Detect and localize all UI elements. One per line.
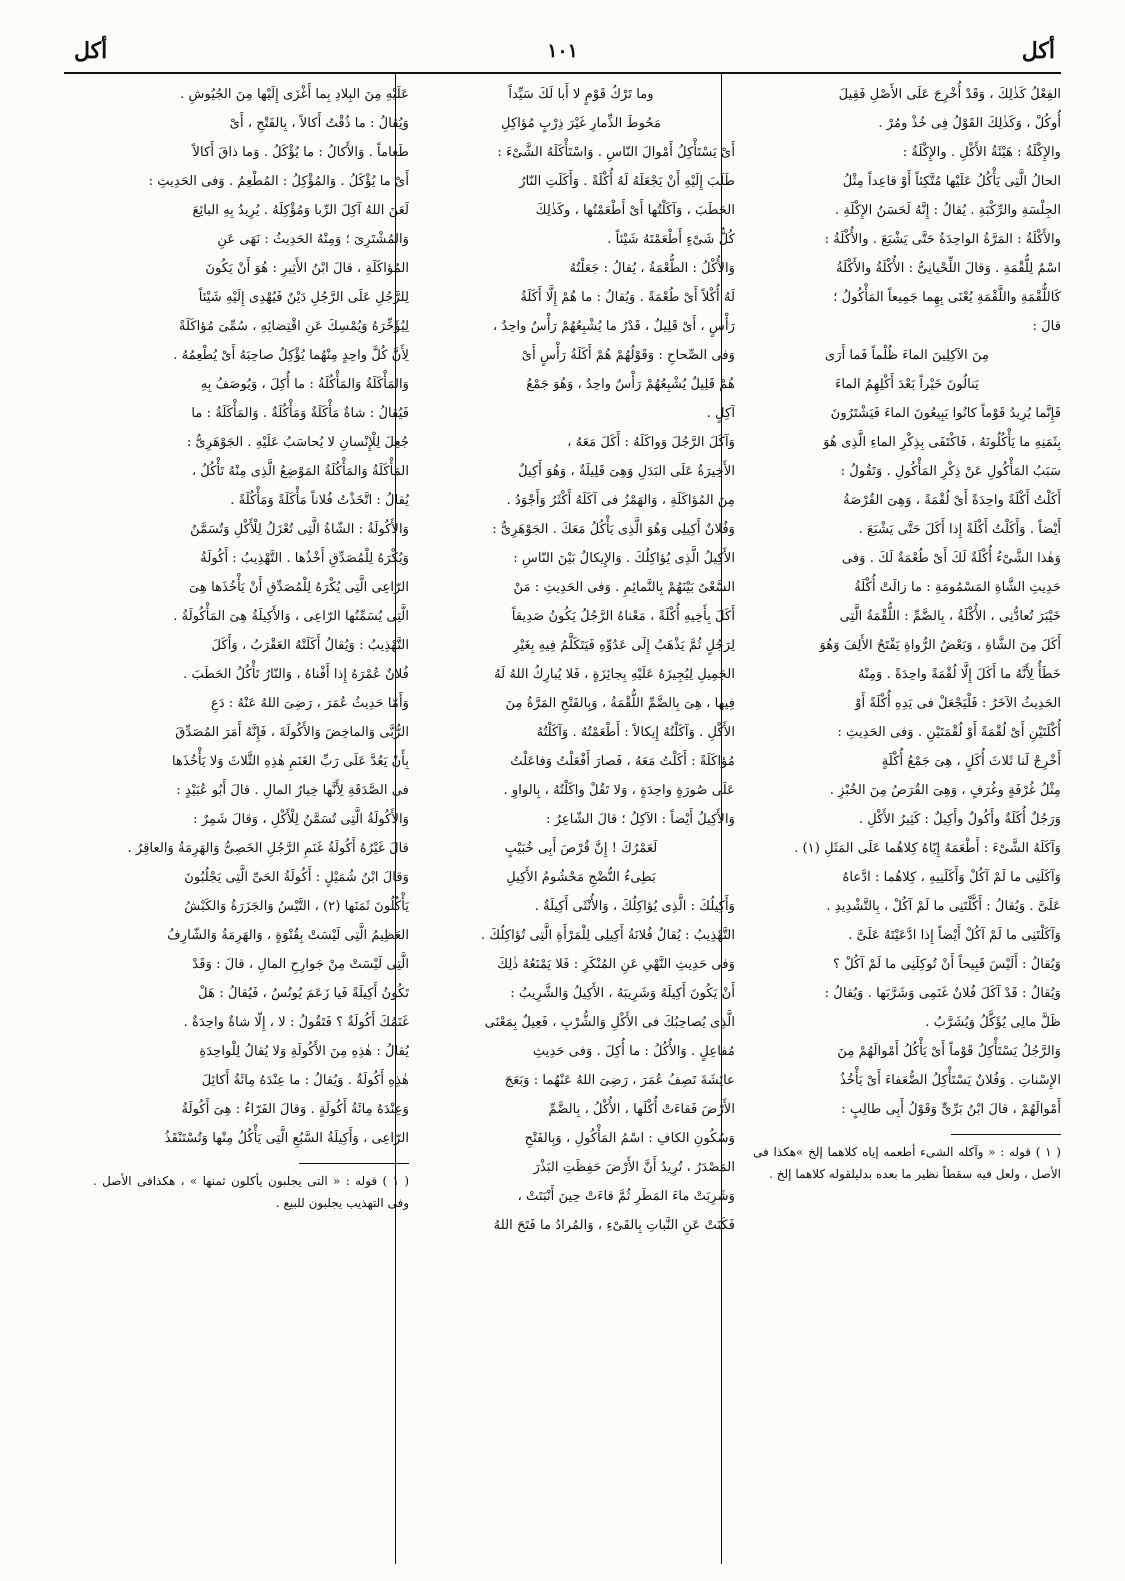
text-line: وَالأُكْلُ : الطُّعْمَةُ ، يُقالُ : جَعَلْتُهُ — [569, 261, 735, 276]
text-line: لِيُؤَخِّرَهُ وَيُمْسِكَ عَنِ اقْتِضائِهِ ، سُمِّىَ مُؤاكَلَةً — [178, 319, 409, 334]
text-line: الحالُ الَّتِى يَأْكُلُ عَلَيْها مُتَّكِئاً أَوْ قاعِداً مِثْلُ — [842, 174, 1061, 189]
text-line: وَالأَكُولَةُ : الشّاةُ الَّتِى تُعْزَلُ لِلْأَكْلِ وَتُسَمَّنُ — [190, 522, 409, 537]
text-line: يَنالُونَ خَيْراً بَعْدَ أَكْلِهِمُ الماءَ — [835, 377, 979, 392]
text-line: وَآكَلَ الرَّجُلَ وَواكَلَهُ : أَكَلَ مَعَهُ ، — [567, 435, 735, 450]
text-line: الفِعْلُ كَذٰلِكَ ، وَقَدْ أُخْرِجَ عَلَى الأَصْلِ فَقِيلَ — [838, 87, 1061, 102]
text-line: المَأْكَلَةُ وَالمَأْكُلَةُ المَوْضِعُ الَّذِى مِنْهُ تَأْكُلُ ، — [191, 464, 409, 479]
text-line: الحَطَبَ ، وَآكَلْتُها أَىْ أَطْعَمْتُها ، وكَذٰلِكَ — [535, 203, 735, 218]
text-line: لَعَنَ اللهُ آكِلَ الرِّبا وَمُؤْكِلَهُ . يُرِيدُ بِهِ البائِعَ — [192, 203, 409, 218]
text-line: وَعِنْدَهُ مِائَةُ أَكُولَةٍ . وَقالَ الفَرّاءُ : هِىَ أَكُولَةُ — [181, 1102, 409, 1117]
text-line: الأَكِيلُ الَّذِى يُؤاكِلُكَ . وَالإِيكالُ بَيْنَ النّاسِ : — [513, 551, 735, 566]
column-body — [753, 80, 1061, 1124]
text-line: فَكَنَتْ عَنِ النَّباتِ بِالقَىْءِ ، وَالمُرادُ ما فَتَحَ اللهُ — [493, 1218, 735, 1233]
header-entry-word-left: أكل — [74, 38, 108, 64]
text-line: الرُّبَّى وَالماخِضَ وَالأَكُولَةَ ، فَإِنَّهُ أَمَرَ المُصَدِّقَ — [175, 725, 409, 740]
text-line: لِأَنَّ كُلَّ واحِدٍ مِنْهُما يُؤْكِلُ صاحِبَهُ أَىْ يُطْعِمُهُ . — [173, 348, 409, 363]
text-line: أَيْضاً . وَأَكَلْتُ أَكْلَةً إِذا أَكَلَ حَتَّى يَشْبَعَ . — [858, 522, 1061, 537]
text-line: والإِكْلَةُ : هَيْئَةُ الأَكْلِ . والإِكْلَةُ : — [902, 145, 1061, 160]
text-line: هُمْ قَلِيلٌ يُشْبِعُهُمْ رَأْسٌ واحِدٌ ، وَهُوَ جَمْعُ — [526, 377, 735, 392]
footnote — [93, 1170, 409, 1214]
text-line: وَالمُشْتَرِىَ ؛ وَمِنْهُ الحَدِيثُ : نَهَى عَنِ — [217, 232, 409, 247]
text-line: أَكَلْتُ أَكْلَةً واحِدَةً أَىْ لُقْمَةً ، وَهِىَ القُرْصَةُ — [843, 493, 1061, 508]
text-line: الجِلْسَةِ والرِّكْبَةِ . يُقالُ : إِنَّهُ لَحَسَنُ الإِكْلَةِ . — [835, 203, 1061, 218]
text-line: عَلَى صُورَةٍ واحِدَةٍ ، وَلا تَقُلْ واكَلْتُهُ ، بِالواوِ . — [503, 783, 735, 798]
column-body — [93, 80, 409, 1153]
text-line: وَآكَلَهُ الشَّىْءَ : أَطْعَمَهُ إِيّاهُ كِلاهُما عَلَى المَثَلِ (١) . — [794, 841, 1061, 856]
text-line: وَأَمّا حَدِيثُ عُمَرَ ، رَضِىَ اللهُ عَنْهُ : دَعِ — [210, 696, 409, 711]
text-line: الَّتِى لَيْسَتْ مِنْ جَوارِحِ المالِ ، قالَ : وَقَدْ — [192, 957, 409, 972]
text-line: الأَخِيرَةُ عَلَى البَدَلِ وَهِىَ قَلِيلَةٌ ، وَهُوَ أَكِيلٌ — [518, 464, 735, 479]
text-line: فَإِنَّما يُرِيدُ قَوْماً كانُوا يَبِيعُونَ الماءَ فَيَشْتَرُونَ — [830, 406, 1061, 421]
text-line: كُلُّ شَىْءٍ أَطْعَمْتَهُ شَيْئاً . — [607, 232, 735, 247]
text-line: أَكَلَ بِأَخِيهِ أُكْلَةً ، مَعْناهُ الرَّجُلُ يَكُونُ صَدِيقاً — [511, 609, 735, 624]
text-line: وَيُقالُ : أَلَيْسَ قَبِيحاً أَنْ تُوكِلَنِى ما لَمْ آكُلْ ؟ — [833, 957, 1061, 972]
text-line: وَفُلانٌ أَكِيلِى وَهُوَ الَّذِى يَأْكُلُ مَعَكَ . الجَوْهَرِىُّ : — [492, 522, 735, 537]
text-line: أَىْ يَسْتَأْكِلُ أَمْوالَ النّاسِ . وَاسْتَأْكَلَهُ الشَّىْءَ : — [497, 145, 735, 160]
text-line: مِثْلُ غُرْفَةٍ وغُرَفٍ ، وَهِىَ القُرَصُ مِنَ الخُبْزِ . — [829, 783, 1061, 798]
text-line: سَبَبُ المَأْكُولِ عَنْ ذِكْرِ المَأْكُولِ . وَتَقُولُ : — [840, 464, 1061, 479]
text-line: وَسُكُونِ الكافِ : اسْمُ المَأْكُولِ ، وَبِالفَتْحِ — [524, 1131, 735, 1146]
text-line: وَشَرِبَتْ ماءَ المَطَرِ ثُمَّ قاءَتْ حِينَ أَنْبَتَتْ ، — [517, 1189, 735, 1204]
text-line: فُلانٌ عُمْرَهُ إِذا أَفْناهُ ، وَالنّارُ تَأْكُلُ الحَطَبَ . — [183, 667, 409, 682]
text-line: ( ١ ) قوله : « التى يجلبون يأكلون ثمنها » ، هكذا — [152, 1174, 409, 1188]
text-line: يُقالُ : هٰذِهِ مِنَ الأَكُولَةِ وَلا يُقالُ لِلْواحِدَةِ — [199, 1044, 409, 1059]
text-line: بِأَنْ يَعُدَّ عَلَى رَبِّ الغَنَمِ هٰذِهِ الثَّلاثَ وَلا يَأْخُذَها — [171, 754, 409, 769]
text-line: لَهُ أُكْلاً أَىْ طُعْمَةً . وَيُقالُ : ما هُمْ إِلَّا أَكَلَةُ — [520, 290, 735, 305]
text-line: وَآكَلْتَنِى ما لَمْ آكُلْ أَيْضاً إِذا ادَّعَيْتَهُ عَلَىَّ . — [848, 928, 1061, 943]
page-number: ١٠١ — [547, 40, 578, 62]
text-line: غَنَمُكَ أَكُولَةٌ ؟ فَتَقُولُ : لا ، إِلّا شاةٌ واحِدَةٌ . — [183, 1015, 409, 1030]
column-body — [427, 80, 735, 1240]
text-line: رَأْسٍ ، أَىْ قَلِيلٌ ، قَدْرُ ما يُشْبِعُهُمْ رَأْسٌ واحِدٌ ، — [493, 319, 735, 334]
text-line: وَالأَكِيلُ أَيْضاً : الآكِلُ ؛ قالَ الشّاعِرُ : — [546, 812, 735, 827]
text-line: المَصْدَرُ ، تُرِيدُ أَنَّ الأَرْضَ حَفِظَتِ البَذْرَ — [533, 1160, 735, 1175]
text-line: حَدِيثِ الشَّاةِ المَسْمُومَةِ : ما زالَتْ أُكْلَةُ — [854, 580, 1061, 595]
text-line: الأَكْلِ . وَآكَلْتُهُ إِيكالاً : أَطْعَمْتُهُ . وَآكَلْتُهُ — [536, 725, 735, 740]
text-line: مِنَ المُؤاكَلَةِ ، وَالهَمْزُ فى آكَلَهُ أَكْثَرُ وَأَجْوَدُ . — [506, 493, 735, 508]
text-line: السَّعْىُ بَيْنَهُمْ بِالنَّمائِمِ . وَفى الحَدِيثِ : مَنْ — [513, 580, 735, 595]
text-line: الَّتِى يُسَمِّنُها الرّاعِى ، وَالأَكِيلَةُ هِىَ المَأْكُولَةُ . — [173, 609, 409, 624]
text-column-right — [753, 80, 1061, 1560]
text-line: الأَرْضَ فَقاءَتْ أُكْلَها ، الأُكْلُ ، بِالضَّمِّ — [548, 1102, 735, 1117]
text-line: خَيْبَرَ تُعادُّنِى ، الأُكْلَةُ ، بِالضَّمِّ : اللُّقْمَةُ الَّتِى — [839, 609, 1061, 624]
text-line: أَمْوالَهُمْ ، قالَ ابْنُ بَرِّىٍّ وَقَوْلُ أَبِى طالِبٍ : — [841, 1102, 1061, 1117]
text-line: وَالأَكُولَةُ الَّتِى تُسَمَّنُ لِلْأَكْلِ ، وَقالَ شَمِرٌ : — [193, 812, 409, 827]
text-line: مُفاعِلٍ . وَالأُكُلُ : ما أُكِلَ . وَفى حَدِيثِ — [532, 1044, 735, 1059]
text-line: والأَكْلَةُ : المَرَّةُ الواحِدَةُ حَتَّى يَشْبَعَ . والأُكْلَةُ : — [824, 232, 1061, 247]
text-line: وَأَكِيلُكَ : الَّذِى يُؤاكِلُكَ ، وَالأُنْثَى أَكِيلَةٌ . — [534, 899, 735, 914]
text-line: وَيُكْرَهُ لِلْمُصَدِّقِ أَخْذُها . التَّهْذِيبُ : أَكُولَةُ — [200, 551, 409, 566]
text-line: وَرَجُلٌ أُكَلَةٌ وأَكُولٌ وأَكِيلٌ : كَثِيرُ الأَكْلِ . — [858, 812, 1061, 827]
text-line: فى الصَّدَقَةِ لِأَنَّها خِيارُ المالِ . قالَ أَبُو عُبَيْدٍ : — [176, 783, 409, 798]
text-line: بِثَمَنِهِ ما يَأْكُلُونَهُ ، فَاكْتَفَى بِذِكْرِ الماءِ الَّذِى هُوَ — [823, 435, 1061, 450]
text-line: وَالمَأْكَلَةُ وَالمَأْكُلَةُ : ما أُكِلَ ، وَيُوصَفُ بِهِ — [200, 377, 409, 392]
footnote-rule — [951, 1134, 1061, 1135]
text-column-left — [93, 80, 409, 1560]
text-line: اسْمٌ لِلُّقْمَةِ . وَقالَ اللِّحْيانِىُّ : الأُكْلَةُ والأَكْلَةُ — [836, 261, 1061, 276]
text-line: وَفى حَدِيثِ النَّهْىِ عَنِ المُنْكَرِ : فَلا يَمْنَعُهُ ذٰلِكَ — [497, 957, 735, 972]
running-header — [64, 38, 1061, 70]
text-line: يَأْكُلُونَ ثَمَنَها (٢) ، التَّيْسُ وَالجَزَرَةُ وَالكَبْشُ — [184, 899, 409, 914]
text-line: طَعاماً . وَالأَكالُ : ما يُؤْكَلُ . وَما ذاقَ أَكالاً — [192, 145, 409, 160]
text-line: فِيها ، هِىَ بِالضَّمِّ اللُّقْمَةُ ، وَبِالفَتْحِ المَرَّةُ مِنَ — [505, 696, 735, 711]
text-line: الرّاعِى الَّتِى يُكْرَهُ لِلْمُصَدِّقِ أَنْ يَأْخُذَها هِىَ — [188, 580, 409, 595]
text-line: المُؤاكَلَةِ ، قالَ ابْنُ الأَثِيرِ : هُوَ أَنْ يَكُونَ — [205, 261, 409, 276]
text-line: ( ١ ) قوله : « وآكله الشىء أطعمه إياه كلاهما إلخ » — [796, 1145, 1061, 1159]
text-line: أَنْ يَكُونَ أَكِيلَهُ وَشَرِيبَهُ ، الأَكِيلُ وَالشَّرِيبُ : — [510, 986, 735, 1001]
text-line: لِلرَّجُلِ عَلَى الرَّجُلِ دَيْنٌ فَيُهْدِى إِلَيْهِ شَيْئاً — [198, 290, 409, 305]
text-line: بَطِىءُ النُّضْجِ مَحْشُومُ الأَكِيلِ — [506, 870, 656, 885]
text-column-middle — [427, 80, 735, 1560]
text-line: وَفى الصِّحاحِ : وَقَوْلُهُمْ هُمْ أَكَلَةُ رَأْسٍ أَىْ — [521, 348, 735, 363]
text-line: لَعَمْرُكَ ! إِنَّ قُرْصَ أَبِى خُبَيْبٍ — [504, 841, 658, 856]
text-line: وَالرَّجُلُ يَسْتَأْكِلُ قَوْماً أَىْ يَأْكُلُ أَمْوالَهُمْ مِنَ — [837, 1044, 1061, 1059]
text-line: هٰذِهِ أَكُولَةٌ . وَيُقالُ : ما عِنْدَهُ مِائَةُ أَكائِلَ — [201, 1073, 409, 1088]
text-line: فَيُقالُ : شاةٌ مَأْكَلَةٌ وَمَأْكُلَةٌ . وَالمَأْكَلَةُ : ما — [191, 406, 409, 421]
text-line: قوله كلاهما إلخ . — [769, 1167, 852, 1181]
text-line: الحَدِيثُ الآخَرُ : فَلْيَجْعَلْ فى يَدِهِ أُكْلَةً أَوْ — [855, 696, 1061, 711]
text-line: مِنَ الآكِلِينَ الماءَ ظُلْماً فَما أَرَى — [824, 348, 990, 363]
text-line: الإِسْناتِ . وَفُلانٌ يَسْتَأْكِلُ الضُّعَفاءَ أَىْ يَأْخُذُ — [839, 1073, 1061, 1088]
text-line: التَّهْذِيبُ : يُقالُ فُلانَةُ أَكِيلِى لِلْمَرْأَةِ الَّتِى تُؤاكِلُكَ . — [480, 928, 735, 943]
text-line: الَّذِى يُصاحِبُكَ فى الأَكْلِ وَالشُّرْبِ ، فَعِيلٌ بِمَعْنَى — [484, 1015, 735, 1030]
text-line: التَّهْذِيبُ : وَيُقالُ أَكَلَتْهُ العَقْرَبُ ، وَأَكَلَ — [211, 638, 409, 653]
text-line: عائِشَةَ تَصِفُ عُمَرَ ، رَضِىَ اللهُ عَنْهُما : وَبَعَجَ — [504, 1073, 735, 1088]
text-line: مَحُوطَ الذِّمارِ غَيْرَ ذِرْبٍ مُؤاكِلِ — [500, 116, 662, 131]
text-line: عَلَيْهِ مِنَ البِلادِ بِما أَغْزَى إِلَيْها مِنَ الجُيُوشِ . — [180, 87, 409, 102]
text-line: أَىْ ما يُؤْكَلُ . وَالمُؤْكِلُ : المُطْعِمُ . وَفى الحَدِيثِ : — [148, 174, 409, 189]
text-line: آكِلٍ . — [706, 406, 735, 421]
text-line: وَيُقالُ : قَدْ آكَلَ فُلانٌ غَنَمِى وَشَرَّبَها . وَيُقالُ : — [824, 986, 1061, 1001]
text-line: وَآكَلَنِى ما لَمْ آكُلْ وَأَكَلَنِيهِ ، كِلاهُما : ادَّعاهُ — [842, 870, 1061, 885]
text-line: خَطَأٌ لِأَنَّهُ ما أَكَلَ إِلَّا لُقْمَةً واحِدَةً . وَمِنْهُ — [857, 667, 1061, 682]
header-rule — [64, 72, 1061, 74]
text-line: العَظِيمُ الَّتِى لَيْسَتْ بِقُنْوَةٍ ، وَالهَرِمَةُ وَالشّارِفُ — [167, 928, 409, 943]
text-line: وما تَرْكُ قَوْمٍ لا أَبا لَكَ سَيِّداً — [508, 87, 654, 102]
text-line: أُكْلَتَيْنِ أَىْ لُقْمَةً أَوْ لُقْمَتَيْنِ . وَفى الحَدِيثِ : — [837, 725, 1061, 740]
text-line: قالَ : — [1032, 319, 1061, 334]
header-entry-word-right: أكل — [1021, 38, 1055, 64]
text-line: وَيُقالُ : ما ذُقْتُ أَكالاً ، بِالفَتْحِ ، أَىْ — [229, 116, 409, 131]
text-line: لِرَجُلٍ ثُمَّ يَذْهَبُ إِلَى عَدُوِّهِ فَيَتَكَلَّمُ فِيهِ بِغَيْرِ — [513, 638, 735, 653]
text-line: ظَلَّ مالِى يُؤَكَّلُ وَيُشَرَّبُ . — [925, 1015, 1061, 1030]
text-line: عَلَىَّ . وَيُقالُ : أَكَّلْتَنِى ما لَمْ آكُلْ ، بِالتَّشْدِيدِ . — [826, 899, 1061, 914]
text-line: هكذا فى الأصل ، ولعل فيه سقطاً نظير ما بعده بدليل — [753, 1145, 1061, 1181]
text-line: كَاللُّقْمَةِ واللَّقْمَةِ يُعْنَى بِهِما جَمِيعاً المَأْكُولُ ؛ — [833, 290, 1061, 305]
text-line: طَلَبَ إِلَيْهِ أَنْ يَجْعَلَهُ لَهُ أُكْلَةً . وَأَكَلَتِ النّارُ — [519, 174, 735, 189]
text-line: قالَ غَيْرُهُ أَكُولَةُ غَنَمِ الرَّجُلِ الخَصِىُّ وَالهَرِمَةُ وَالعاقِرُ . — [127, 841, 409, 856]
text-line: الرّاعِى ، وَأَكِيلَةُ السَّبُعِ الَّتِى يَأْكُلُ مِنْها وَتُسْتَنْقَذُ — [164, 1131, 409, 1146]
text-line: أَكَلَ مِنَ الشَّاةِ ، وَبَعْضُ الرُّواةِ يَفْتَحُ الأَلِفَ وَهُوَ — [819, 638, 1061, 653]
text-line: أُوكُلْ ، وَكَذٰلِكَ القَوْلُ فِى خُذْ ومُرْ . — [878, 116, 1061, 131]
text-line: مُؤاكَلَةً : أَكَلْتُ مَعَهُ ، فَصارَ أَفْعَلْتُ وَفاعَلْتُ — [510, 754, 735, 769]
footnote-rule — [299, 1163, 409, 1164]
text-line: تَكُونُ أَكِيلَةً فَيا زَعَمَ يُونُسُ ، فَيُقالُ : هَلْ — [198, 986, 409, 1001]
text-line: فى الأصل . وفى التهذيب يجلبون للبيع . — [93, 1174, 409, 1210]
text-line: جُعِلَ لِلْإِنْسانِ لا يُحاسَبُ عَلَيْهِ . الجَوْهَرِىُّ : — [186, 435, 409, 450]
text-line: وَقالَ ابْنُ شُمَيْلٍ : أَكُولَةُ الحَىِّ الَّتِى يَجْلُبُونَ — [184, 870, 409, 885]
text-line: يُقالُ : اتَّخَذْتُ فُلاناً مَأْكَلَةً وَمَأْكُلَةً . — [230, 493, 409, 508]
text-line: الجَمِيلِ لِيُجِيزَهُ عَلَيْهِ بِجائِزَةٍ ، فَلا يُبارِكُ اللهُ لَهُ — [494, 667, 735, 682]
text-line: أَخْرِجْ لَنا ثَلاثَ أُكَلٍ ، هِىَ جَمْعُ أُكْلَةٍ — [881, 754, 1061, 769]
text-line: وَهٰذا الشَّىْءُ أُكْلَةٌ لَكَ أَىْ طُعْمَةٌ لَكَ . وَفى — [841, 551, 1061, 566]
footnote — [753, 1141, 1061, 1185]
